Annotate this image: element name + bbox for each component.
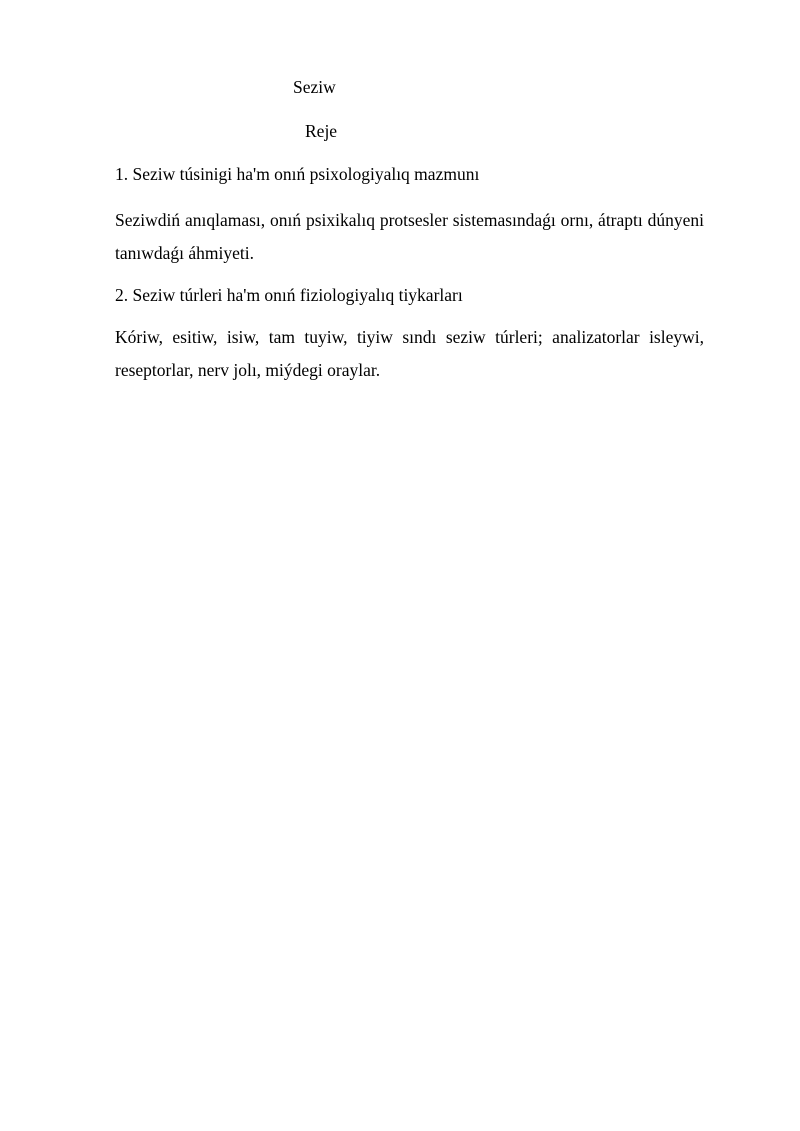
- document-subtitle: Reje: [305, 121, 338, 141]
- section-body-1: Seziwdiń anıqlaması, onıń psixikalıq protsesler sistemasındaǵı ornı, átraptı dúnyeni tanıwdaǵı áhmiyeti.: [115, 210, 704, 263]
- section-heading-2: 2. Seziw túrleri ha'm onıń fiziologiyalıq tiykarları: [115, 285, 463, 305]
- section-body-2: Kóriw, esitiw, isiw, tam tuyiw, tiyiw sındı seziw túrleri; analizatorlar isleywi, reseptorlar, nerv jolı, miýdegi oraylar.: [115, 327, 704, 380]
- section-heading-1: 1. Seziw túsinigi ha'm onıń psixologiyalıq mazmunı: [115, 164, 480, 184]
- document-title: Seziw: [293, 77, 336, 97]
